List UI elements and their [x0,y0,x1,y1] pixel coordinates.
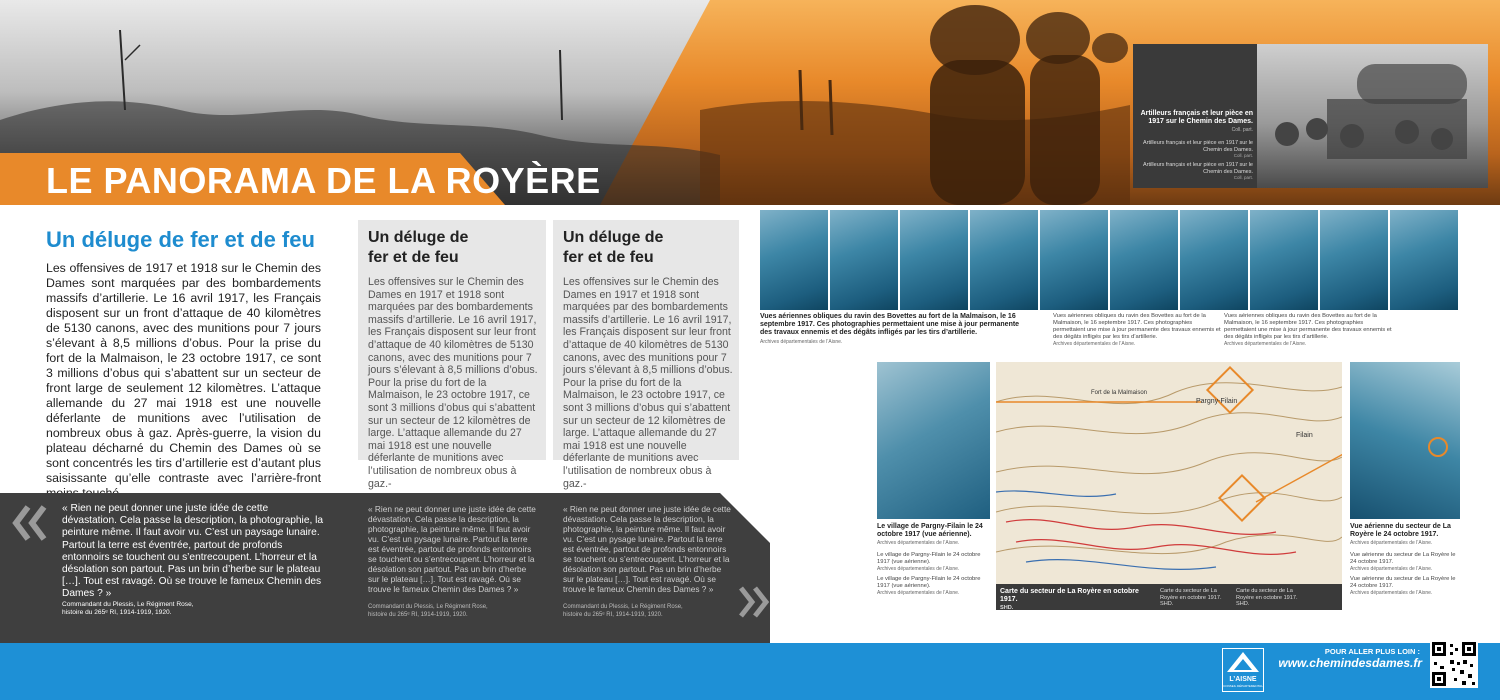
quote-translation-1: « Rien ne peut donner une juste idée de cette dévastation. Cela passe la description, la photographie, la peinture même. Il faut avoir vu. C’est un pysage lunaire. Partout la terre est éventrée, partout de profonds entonnoirs se touchent ou s’entrecoupent. L’horreur et la désolation son partout. Pas un brin d’herbe sur le plateau […]. Tout est ravagé. Où se trouve le fameux Chemin des Dames ? » [368,504,536,594]
translation-body-1: Les offensives sur le Chemin des Dames en 1917 et 1918 sont marquées par des bombardements massifs d’artillerie. Le 16 avril 1917, les Français disposent sur leur front d’attaque de 40 kilomètres de 5130 canons, avec des munitions pour 7 jours s’élevant à 8,5 millions d’obus. Pour la prise du fort de la Malmaison, le 23 octobre 1917, ce sont 3 millions d’obus qui s’abattent sur un secteur de 12 kilomètres de large. L’attaque allemande du 27 mai 1918 est une nouvelle déferlante de munitions avec l’utilisation de nombreux obus à gaz.- [368,276,538,490]
aerial-caption-translation-1: Vues aériennes obliques du ravin des Bovettes au fort de la Malmaison, le 16 septembre 1917. Ces photographies permettaient une mise à jour permanente des travaux ennemis et des dégâts infligés par les tirs d’artillerie. Archives départementales de l’Aisne. [1053,313,1221,347]
artillery-illustration [1257,44,1488,188]
quote-translation-2: « Rien ne peut donner une juste idée de cette dévastation. Cela passe la description, la photographie, la peinture même. Il faut avoir vu. C’est un pysage lunaire. Partout la terre est éventrée, partout de profonds entonnoirs se touchent ou s’entrecoupent. L’horreur et la désolation son partout. Pas un brin d’herbe sur le plateau […]. Tout est ravagé. Où se trouve le fameux Chemin des Dames ? » [563,504,731,594]
sector-map-drawing [996,362,1342,584]
left-aerial-caption-translation-2: Le village de Pargny-Filain le 24 octobre 1917 (vue aérienne). Archives départementales de l’Aisne. [877,576,981,596]
aisne-logo [1222,648,1264,692]
map-label-fort: Fort de la Malmaison [1091,390,1148,396]
right-aerial-caption-translation-1: Vue aérienne du secteur de La Royère le 24 octobre 1917. Archives départementales de l’Aisne. [1350,552,1456,572]
map-caption-main: Carte du secteur de La Royère en octobre 1917. SHD. [1000,588,1139,611]
qr-code[interactable] [1430,640,1478,688]
aerial-frame [900,210,970,310]
aisne-logo-subtext: CONSEIL DÉPARTEMENTAL [1223,684,1263,688]
aerial-frame [760,210,830,310]
aerial-photo-la-royere [1350,362,1460,519]
aerial-frame [1040,210,1110,310]
translation-box-2 [553,220,739,490]
artillery-photo [1257,44,1488,188]
quote-translation-1-attribution: Commandant du Plessis, Le Régiment Rose, histoire du 265ᵉ RI, 1914-1919, 1920. [368,604,488,618]
right-aerial-caption-translation-2: Vue aérienne du secteur de La Royère le 24 octobre 1917. Archives départementales de l’Aisne. [1350,576,1456,596]
right-aerial-caption: Vue aérienne du secteur de La Royère le 24 octobre 1917. Archives départementales de l’Aisne. [1350,523,1451,547]
main-body: Les offensives de 1917 et 1918 sur le Chemin des Dames sont marquées par des bombardements massifs d’artillerie. Le 16 avril 1917, les Français disposent sur un front d’attaque de 40 kilomètres de 5130 canons, avec des munitions pour 7 jours s’élevant à 8,5 millions d’obus. Pour la prise du fort de la Malmaison, le 23 octobre 1917, ce sont 3 millions d’obus qui s’abattent sur un secteur de front large de seulement 12 kilomètres. L’attaque allemande du 27 mai 1918 est une nouvelle déferlante de munitions avec l’utilisation de nombreux obus à gaz. Après-guerre, la vision du plateau décharné du Chemin des Dames où se sont concentrés les tirs d’artillerie est d’autant plus saisissante qu’elle contraste avec l’arrière-front [46,261,321,485]
left-aerial-caption: Le village de Pargny-Filain le 24 octobre 1917 (vue aérienne). Archives départementales de l’Aisne. [877,523,983,547]
map-caption-translation-2: Carte du secteur de La Royère en octobre 1917. SHD. [1236,588,1298,608]
aerial-photo-pargny-filain [877,362,990,519]
website-link[interactable]: www.chemindesdames.fr [1278,656,1422,670]
target-circle-icon [1350,362,1460,519]
aerial-frame [1320,210,1390,310]
aerial-frame [830,210,900,310]
aerial-frame [1180,210,1250,310]
aerial-frame [970,210,1040,310]
map-caption-translation-1: Carte du secteur de La Royère en octobre 1917. SHD. [1160,588,1222,608]
aisne-logo-text: L’AISNE [1229,676,1257,683]
translation-heading-1: Un déluge de fer et de feu [368,229,469,266]
translation-heading-2: Un déluge de fer et de feu [563,229,664,266]
translation-box-1 [358,220,546,490]
main-heading: Un déluge de fer et de feu [46,227,315,252]
aerial-photo-strip [760,210,1490,310]
quote-main: « Rien ne peut donner une juste idée de cette dévastation. Cela passe la description, la photographie, la peinture même. Il faut avoir vu. C’est un paysage lunaire. Partout la terre est éventrée, partout de profonds entonnoirs se touchent ou s’entrecoupent. L’horreur et la désolation son partout. Pas un brin d’herbe sur le plateau […]. Tout est ravagé. Où se trouve le fameux Chemin des Dames ? » [62,503,324,600]
left-aerial-caption-translation-1: Le village de Pargny-Filain le 24 octobre 1917 (vue aérienne). Archives départementales de l’Aisne. [877,552,981,572]
more-info-label: POUR ALLER PLUS LOIN : [1324,647,1420,656]
aerial-caption-translation-2: Vues aériennes obliques du ravin des Bovettes au fort de la Malmaison, le 16 septembre 1917. Ces photographies permettaient une mise à jour permanente des travaux ennemis et des dégâts infligés par les tirs d’artillerie. Archives départementales de l’Aisne. [1224,313,1392,347]
aerial-frame [1110,210,1180,310]
page-title: LE PANORAMA DE LA ROYÈRE [46,160,601,201]
qr-code-pattern [1430,640,1478,688]
photo-caption-second: Artilleurs français et leur pièce en 1917 sur le Chemin des Dames. Coll. part. [1142,140,1253,158]
aisne-logo-mark [1223,649,1263,675]
quote-main-attribution: Commandant du Plessis, Le Régiment Rose, histoire du 265ᵉ RI, 1914-1919, 1920. [62,601,194,616]
map-label-filain: Filain [1296,432,1313,439]
sector-map [996,362,1342,584]
photo-caption-third: Artilleurs français et leur pièce en 1917 sur le Chemin des Dames. Coll. part. [1142,162,1253,180]
translation-body-2: Les offensives sur le Chemin des Dames en 1917 et 1918 sont marquées par des bombardements massifs d’artillerie. Le 16 avril 1917, les Français disposent sur leur front d’attaque de 40 kilomètres de 5130 canons, avec des munitions pour 7 jours s’élevant à 8,5 millions d’obus. Pour la prise du fort de la Malmaison, le 23 octobre 1917, ce sont 3 millions d’obus qui s’abattent sur un secteur de 12 kilomètres de large. L’attaque allemande du 27 mai 1918 est une nouvelle déferlante de munitions avec l’utilisation de nombreux obus à gaz.- [563,276,733,490]
quote-translation-2-attribution: Commandant du Plessis, Le Régiment Rose, histoire du 265ᵉ RI, 1914-1919, 1920. [563,604,683,618]
double-chevron-right-icon [738,586,770,618]
double-chevron-left-icon [12,505,48,541]
aerial-frame [1390,210,1460,310]
aerial-frame [1250,210,1320,310]
aerial-caption-main: Vues aériennes obliques du ravin des Bovettes au fort de la Malmaison, le 16 septembre 1917. Ces photographies permettaient une mise à jour permanente des travaux ennemis et des dégâts infligés par les tirs d’artillerie. Archives départementales de l’Aisne. [760,313,1020,345]
map-label-village: Pargny-Filain [1196,398,1238,405]
photo-caption-main: Artilleurs français et leur pièce en 1917 sur le Chemin des Dames. Coll. part. [1140,110,1253,133]
